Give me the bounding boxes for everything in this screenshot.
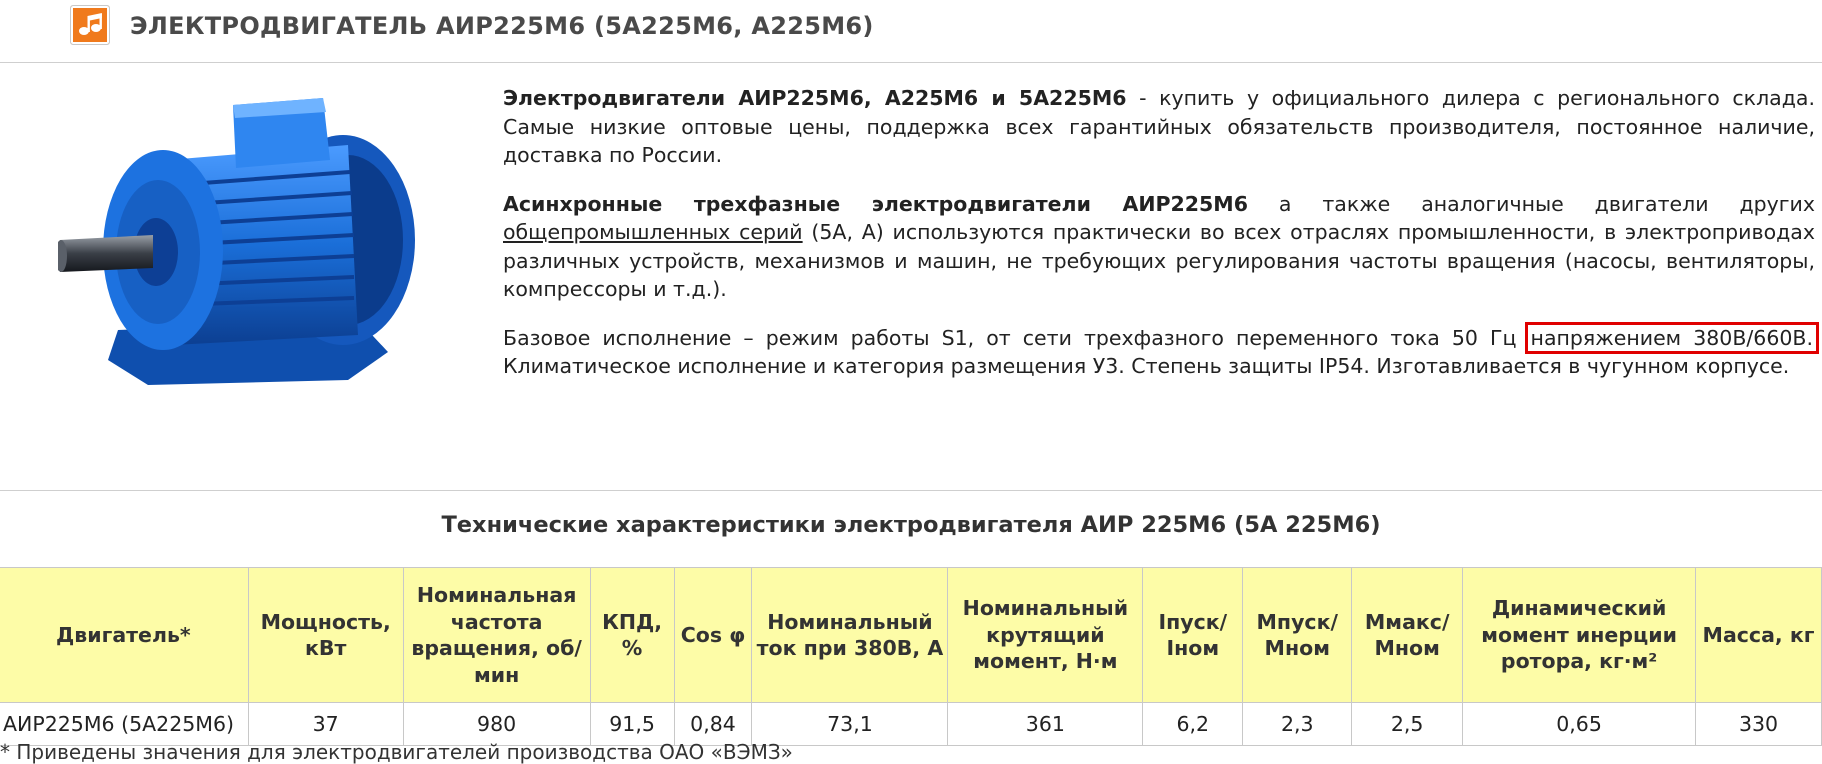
page-header (0, 0, 1822, 63)
table-cell: 73,1 (752, 703, 948, 746)
table-header-cell: Мощность, кВт (248, 568, 403, 703)
description-bold: Электродвигатели АИР225М6, А225М6 и 5А225М6 (503, 86, 1127, 110)
table-header-cell: Номинальная частота вращения, об/мин (403, 568, 590, 703)
table-header-cell: Мпуск/ Мном (1243, 568, 1352, 703)
table-cell: 6,2 (1143, 703, 1243, 746)
description-text: Климатическое исполнение и категория размещения У3. Степень защиты IP54. Изготавливается в чугунном корпусе. (503, 354, 1790, 378)
table-header-cell: Iпуск/ Iном (1143, 568, 1243, 703)
page-title: ЭЛЕКТРОДВИГАТЕЛЬ АИР225М6 (5А225М6, А225М6) (130, 12, 874, 40)
table-cell: 2,3 (1243, 703, 1352, 746)
table-header-cell: Масса, кг (1696, 568, 1822, 703)
table-cell: АИР225М6 (5А225М6) (0, 703, 248, 746)
table-cell: 91,5 (590, 703, 674, 746)
description-text: - купить у официального дилера с регионального склада. Самые низкие оптовые цены, поддержка всех гарантийных обязательств производителя, постоянное наличие, доставка по России. (503, 86, 1815, 167)
footnote: * Приведены значения для электродвигателей производства ОАО «ВЭМЗ» (0, 740, 793, 764)
table-header-cell: Динамический момент инерции ротора, кг·м² (1463, 568, 1696, 703)
description-paragraph (503, 84, 1815, 170)
table-cell: 37 (248, 703, 403, 746)
table-title: Технические характеристики электродвигателя АИР 225М6 (5А 225М6) (441, 512, 1381, 538)
table-header-cell: КПД, % (590, 568, 674, 703)
table-cell: 361 (948, 703, 1143, 746)
table-header-cell: Номинальный ток при 380В, А (752, 568, 948, 703)
description (503, 84, 1815, 401)
table-cell: 330 (1696, 703, 1822, 746)
music-note-icon (70, 5, 110, 45)
section-divider (0, 490, 1822, 491)
description-text: Базовое исполнение – режим работы S1, от сети трехфазного переменного тока 50 Гц (503, 325, 1529, 350)
table-header-row (0, 568, 1822, 703)
table-cell: 0,65 (1463, 703, 1696, 746)
table-header-cell: Двигатель* (0, 568, 248, 703)
table-cell: 0,84 (674, 703, 752, 746)
table-header-cell: Ммакс/ Мном (1352, 568, 1463, 703)
table-header-cell: Номинальный крутящий момент, Н·м (948, 568, 1143, 703)
description-bold: Асинхронные трехфазные электродвигатели АИР225М6 (503, 191, 1248, 216)
description-text: а также аналогичные двигатели других (1247, 191, 1816, 216)
motor-photo (58, 90, 448, 390)
table-cell: 980 (403, 703, 590, 746)
series-link[interactable]: общепромышленных серий (503, 220, 803, 244)
description-paragraph (503, 190, 1815, 304)
table-cell: 2,5 (1352, 703, 1463, 746)
description-paragraph (503, 324, 1815, 381)
voltage-highlight: напряжением 380В/660В. (1530, 325, 1814, 350)
specs-table (0, 567, 1822, 746)
table-header-cell: Cos φ (674, 568, 752, 703)
description-text: (5А, А) используются практически во всех отраслях промышленности, в электроприводах различных устройств, механизмов и машин, не требующих регулирования частоты вращения (насосы, вентиляторы, компрессоры и т.д.). (503, 220, 1816, 301)
